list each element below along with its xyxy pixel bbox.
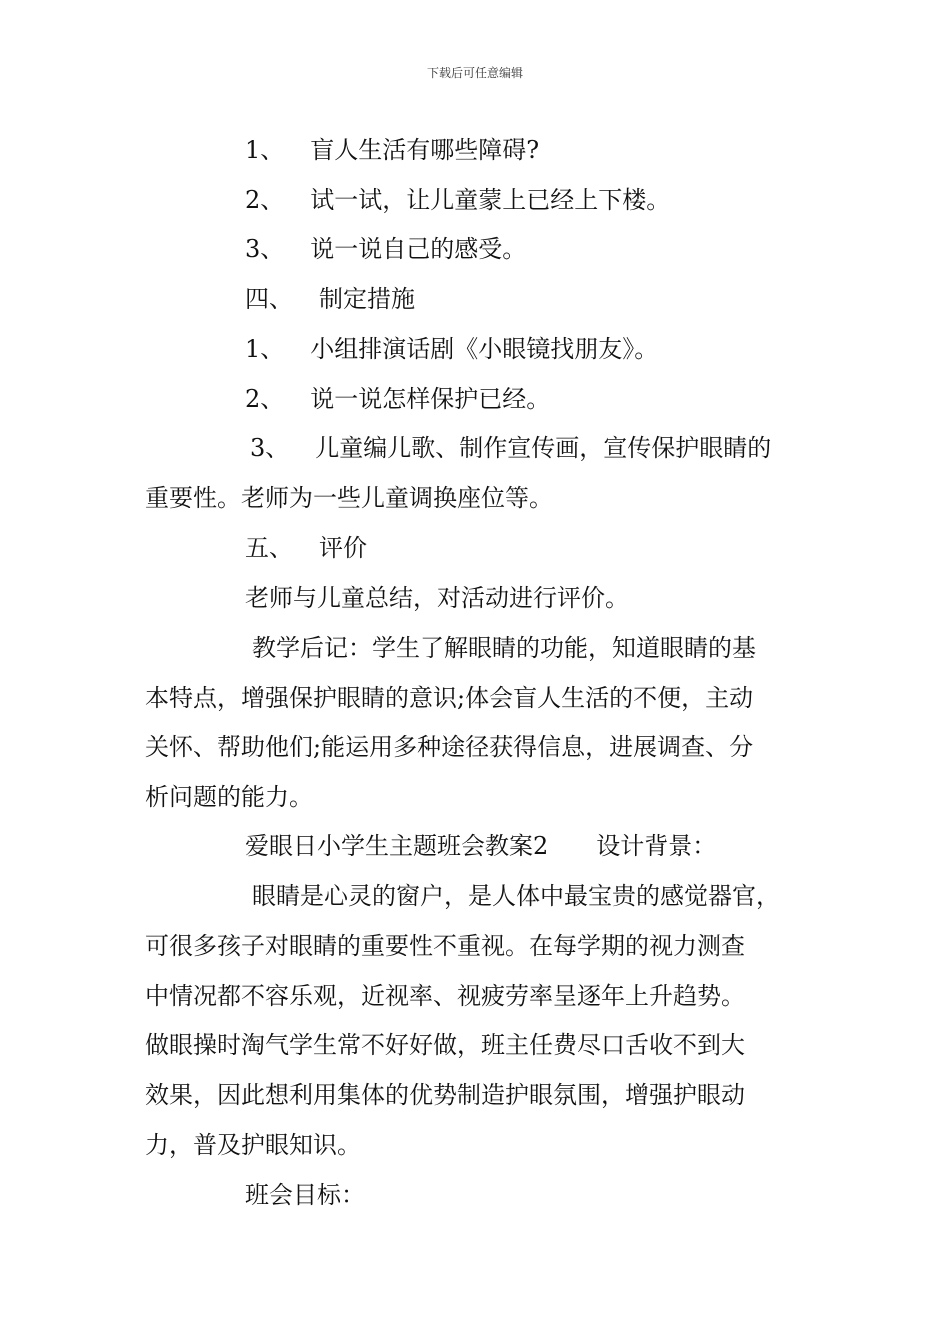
item-text: 盲人生活有哪些障碍? bbox=[310, 136, 540, 164]
item-text: 说一说自己的感受。 bbox=[310, 235, 527, 263]
section-title: 制定措施 bbox=[319, 285, 415, 313]
section-number: 五、 bbox=[245, 534, 293, 562]
paragraph-line: 做眼操时淘气学生常不好好做，班主任费尽口舌收不到大 bbox=[145, 1031, 745, 1059]
section-number: 四、 bbox=[245, 285, 293, 313]
subsection-label: 设计背景： bbox=[596, 832, 717, 860]
document-title bbox=[245, 831, 716, 861]
item-number: 2、 bbox=[245, 186, 285, 214]
section-heading bbox=[245, 533, 367, 563]
paragraph-line: 重要性。老师为一些儿童调换座位等。 bbox=[145, 484, 553, 512]
paragraph-line: 眼睛是心灵的窗户，是人体中最宝贵的感觉器官， bbox=[252, 882, 780, 910]
paragraph-line: 效果，因此想利用集体的优势制造护眼氛围，增强护眼动 bbox=[145, 1081, 745, 1109]
paragraph-line: 析问题的能力。 bbox=[145, 783, 313, 811]
paragraph-line: 关怀、帮助他们;能运用多种途径获得信息，进展调查、分 bbox=[145, 733, 754, 761]
item-number: 3、 bbox=[245, 235, 285, 263]
page-header: 下载后可任意编辑 bbox=[426, 66, 523, 80]
title-text: 爱眼日小学生主题班会教案2 bbox=[245, 832, 549, 860]
list-item bbox=[245, 384, 550, 414]
section-heading bbox=[245, 284, 415, 314]
list-item bbox=[245, 334, 658, 364]
item-number: 3、 bbox=[250, 434, 290, 462]
paragraph-line: 老师与儿童总结，对活动进行评价。 bbox=[245, 584, 629, 612]
section-title: 评价 bbox=[319, 534, 367, 562]
item-number: 1、 bbox=[245, 335, 285, 363]
item-text: 小组排演话剧《小眼镜找朋友》。 bbox=[310, 335, 659, 363]
item-text: 儿童编儿歌、制作宣传画，宣传保护眼睛的 bbox=[315, 434, 772, 462]
paragraph-line: 中情况都不容乐观，近视率、视疲劳率呈逐年上升趋势。 bbox=[145, 982, 745, 1010]
paragraph-line: 可很多孩子对眼睛的重要性不重视。在每学期的视力测查 bbox=[145, 932, 745, 960]
item-number: 1、 bbox=[245, 136, 285, 164]
list-item bbox=[245, 135, 539, 165]
paragraph-line: 力，普及护眼知识。 bbox=[145, 1131, 361, 1159]
list-item bbox=[245, 234, 526, 264]
list-item bbox=[250, 433, 771, 463]
item-text: 试一试，让儿童蒙上已经上下楼。 bbox=[310, 186, 671, 214]
subsection-heading: 班会目标： bbox=[245, 1181, 365, 1209]
item-number: 2、 bbox=[245, 385, 285, 413]
item-text: 说一说怎样保护已经。 bbox=[310, 385, 551, 413]
list-item bbox=[245, 185, 670, 215]
paragraph-line: 本特点，增强保护眼睛的意识;体会盲人生活的不便，主动 bbox=[145, 684, 754, 712]
paragraph-line: 教学后记：学生了解眼睛的功能，知道眼睛的基 bbox=[252, 634, 756, 662]
